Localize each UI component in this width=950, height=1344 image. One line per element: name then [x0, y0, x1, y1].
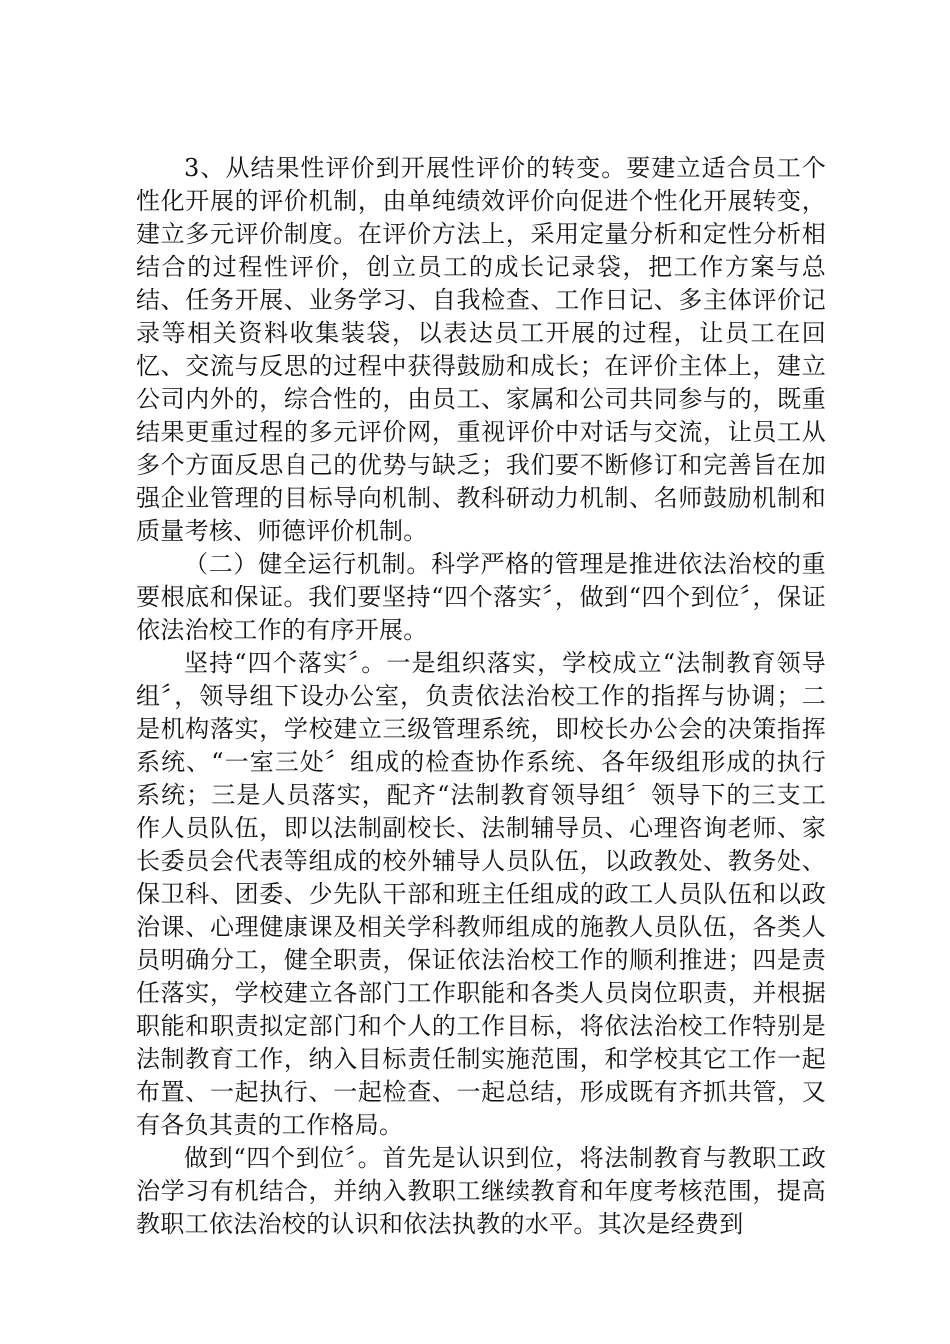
- paragraph-four-in-place: 做到“四个到位〞。首先是认识到位，将法制教育与教职工政治学习有机结合，并纳入教职工继续教育和年度考核范围，提高教职工依法治校的认识和依法执教的水平。其次是经费到: [136, 1144, 826, 1238]
- document-body: [136, 152, 826, 1241]
- paragraph-four-implementations: 坚持“四个落实〞。一是组织落实，学校成立“法制教育领导组〞，领导组下设办公室，负责依法治校工作的指挥与协调；二是机构落实，学校建立三级管理系统，即校长办公会的决策指挥系统、“一室三处〞组成的检查协作系统、各年级组形成的执行系统；三是人员落实，配齐“法制教育领导组〞领导下的三支工作人员队伍，即以法制副校长、法制辅导员、心理咨询老师、家长委员会代表等组成的校外辅导人员队伍，以政教处、教务处、保卫科、团委、少先队干部和班主任组成的政工人员队伍和以政治课、心理健康课及相关学科教师组成的施教人员队伍，各类人员明确分工，健全职责，保证依法治校工作的顺利推进；四是责任落实，学校建立各部门工作职能和各类人员岗位职责，并根据职能和职责拟定部门和个人的工作目标，将依法治校工作特别是法制教育工作，纳入目标责任制实施范围，和学校其它工作一起布置、一起执行、一起检查、一起总结，形成既有齐抓共管，又有各负其责的工作格局。: [136, 649, 826, 1139]
- paragraph-evaluation-reform: 3、从结果性评价到开展性评价的转变。要建立适合员工个性化开展的评价机制，由单纯绩效评价向促进个性化开展转变，建立多元评价制度。在评价方法上，采用定量分析和定性分析相结合的过程性评价，创立员工的成长记录袋，把工作方案与总结、任务开展、业务学习、自我检查、工作日记、多主体评价记录等相关资料收集装袋，以表达员工开展的过程，让员工在回忆、交流与反思的过程中获得鼓励和成长；在评价主体上，建立公司内外的，综合性的，由员工、家属和公司共同参与的，既重结果更重过程的多元评价网，重视评价中对话与交流，让员工从多个方面反思自己的优势与缺乏；我们要不断修订和完善旨在加强企业管理的目标导向机制、教科研动力机制、名师鼓励机制和质量考核、师德评价机制。: [136, 154, 826, 545]
- paragraph-operating-mechanism: （二）健全运行机制。科学严格的管理是推进依法治校的重要根底和保证。我们要坚持“四个落实〞，做到“四个到位〞，保证依法治校工作的有序开展。: [136, 550, 826, 644]
